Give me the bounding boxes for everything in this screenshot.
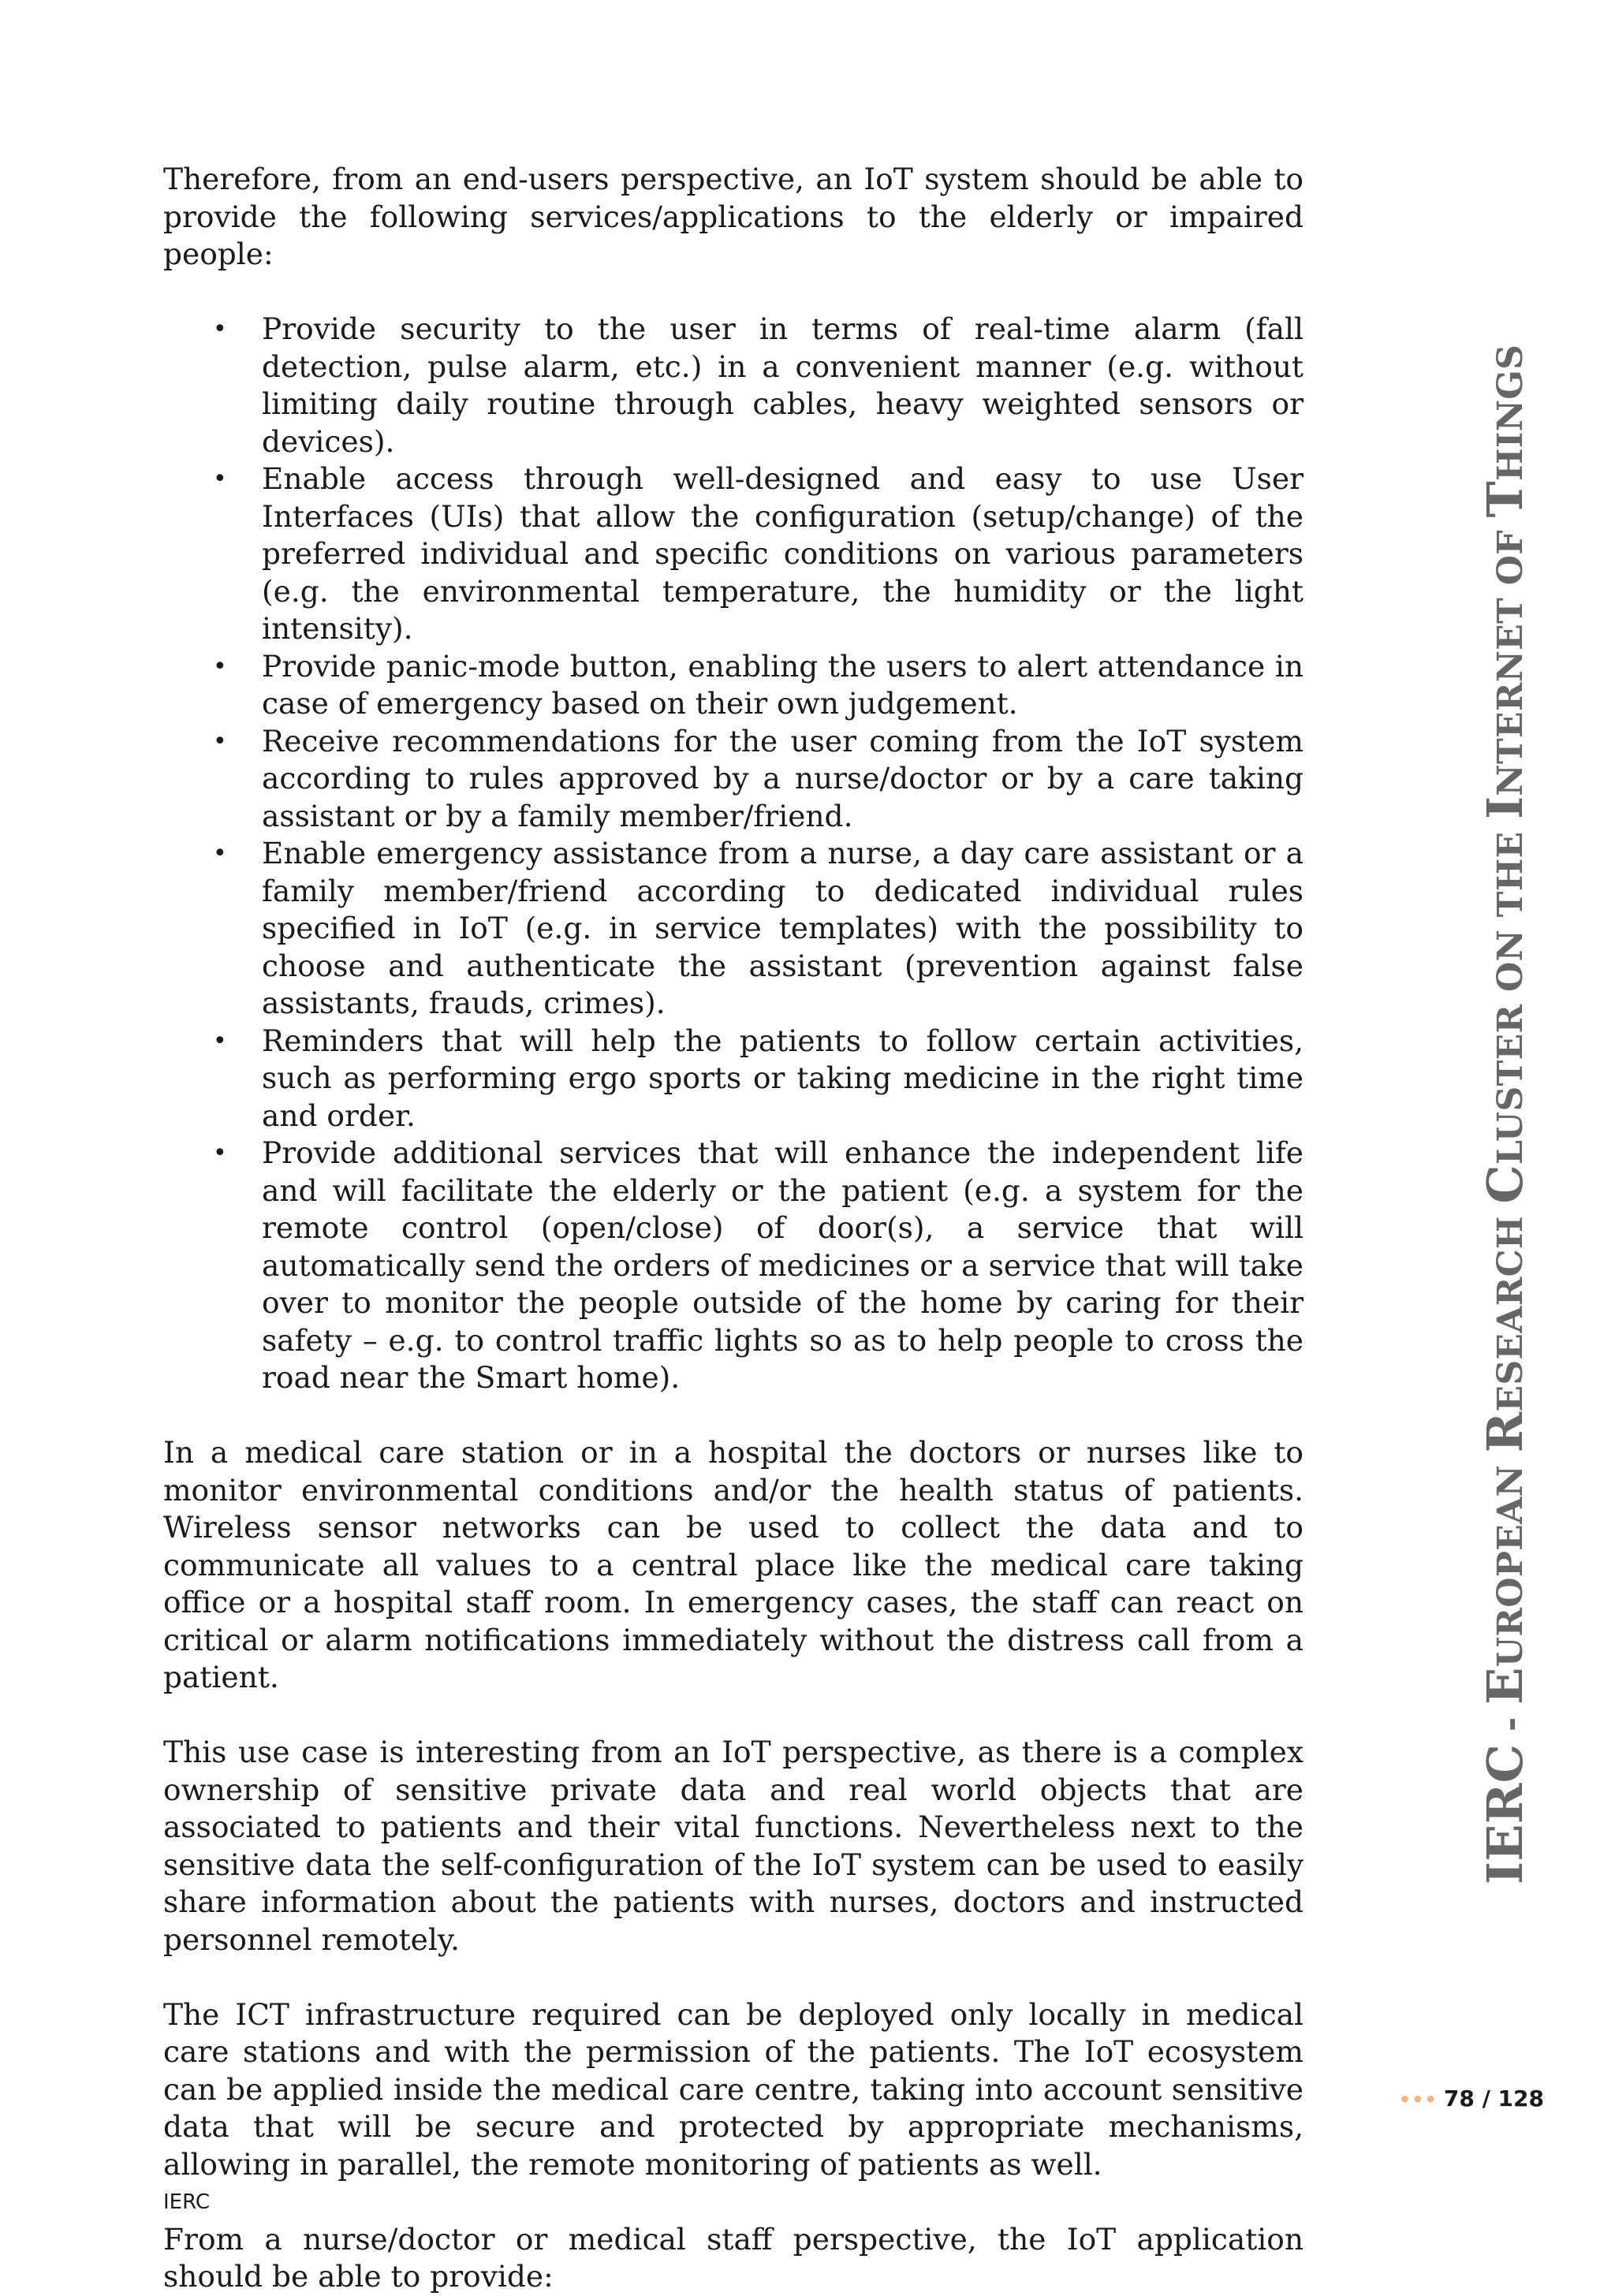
bullet-icon: • [213,315,227,343]
page-dots-icon: ••• [1398,2089,1438,2111]
page-number [1399,2085,1544,2112]
list-item-text: Enable emergency assistance from a nurse, a day care assistant or a family member/friend according to dedicated individual rules specified in IoT (e.g. in service templates) with the possibility to choose and authenticate the assistant (prevention against false assistants, frauds, crimes). [262,836,1304,1020]
paragraph-nurse-perspective: From a nurse/doctor or medical staff perspective, the IoT application should be able to provide: [163,2221,1304,2294]
footer-label: IERC [163,2190,211,2214]
list-item [213,311,1304,460]
list-item [213,1023,1304,1135]
bullet-icon: • [213,1027,227,1055]
list-item-text: Reminders that will help the patients to follow certain activities, such as performing ergo sports or taking medicine in the right time and order. [262,1023,1304,1133]
list-item-text: Enable access through well-designed and easy to use User Interfaces (UIs) that allow the configuration (setup/change) of the preferred individual and specific conditions on various parameters (e.g. the environmental temperature, the humidity or the light intensity). [262,461,1304,646]
side-title-rest: NTERNET OF [1490,517,1531,796]
side-title-cap: E [1476,1667,1534,1705]
side-title-rest: ESEARCH [1490,1203,1531,1412]
intro-paragraph: Therefore, from an end-users perspective, an IoT system should be able to provide the following services/applications to the elderly or impaired people: [163,162,1304,271]
side-running-title [1476,344,1534,1884]
side-title-cap: T [1476,481,1534,518]
paragraph-medical-care: In a medical care station or in a hospital the doctors or nurses like to monitor environmental conditions and/or the health status of patients. Wireless sensor networks can be used to collect the data and to communicate all values to a central place like the medical care taking office or a hospital staff room. In emergency cases, the staff can react on critical or alarm notifications immediately without the distress call from a patient. [163,1435,1304,1694]
bullet-icon: • [213,840,227,867]
side-title-rest: HINGS [1490,344,1531,482]
side-title-dash: - [1490,1704,1531,1744]
list-item [213,1135,1304,1397]
side-title-cap: I [1476,796,1534,819]
list-item-text: Provide additional services that will enhance the independent life and will facilitate the elderly or the patient (e.g. a system for the remote control (open/close) of door(s), a service that will automatically send the orders of medicines or a service that will take over to monitor the people outside of the home by caring for their safety – e.g. to control traffic lights so as to help people to cross the road near the Smart home). [262,1135,1304,1395]
list-item-text: Receive recommendations for the user coming from the IoT system according to rules approved by a nurse/doctor or by a care taking assistant or by a family member/friend. [262,723,1304,833]
paragraph-use-case: This use case is interesting from an IoT perspective, as there is a complex ownership of sensitive private data and real world objects that are associated to patients and their vital functions. Nevertheless next to the sensitive data the self-configuration of the IoT system can be used to easily share information about the patients with nurses, doctors and instructed personnel remotely. [163,1735,1304,1957]
side-title-ierc: IERC [1476,1743,1534,1884]
side-title-cap: R [1476,1411,1534,1453]
bullet-icon: • [213,465,227,493]
list-item-text: Provide panic-mode button, enabling the users to alert attendance in case of emergency based on their own judgement. [262,648,1304,721]
list-item [213,723,1304,836]
side-title-rest: LUSTER ON THE [1490,818,1531,1165]
page-number-text: 78 / 128 [1443,2085,1544,2112]
services-list [163,311,1304,1397]
list-item [213,835,1304,1023]
list-item [213,460,1304,648]
side-title-rest: UROPEAN [1490,1452,1531,1668]
bullet-icon: • [213,727,227,755]
paragraph-ict-infrastructure: The ICT infrastructure required can be deployed only locally in medical care stations and with the permission of the patients. The IoT ecosystem can be applied inside the medical care centre, taking into account sensitive data that will be secure and protected by appropriate mechanisms, allowing in parallel, the remote monitoring of patients as well. [163,1996,1304,2182]
bullet-icon: • [213,1139,227,1167]
bullet-icon: • [213,652,227,680]
page-body [163,161,1304,2296]
list-item-text: Provide security to the user in terms of real-time alarm (fall detection, pulse alarm, etc.) in a convenient manner (e.g. without limiting daily routine through cables, heavy weighted sensors or devices). [262,311,1304,459]
side-title-cap: C [1476,1164,1534,1204]
list-item [213,648,1304,723]
